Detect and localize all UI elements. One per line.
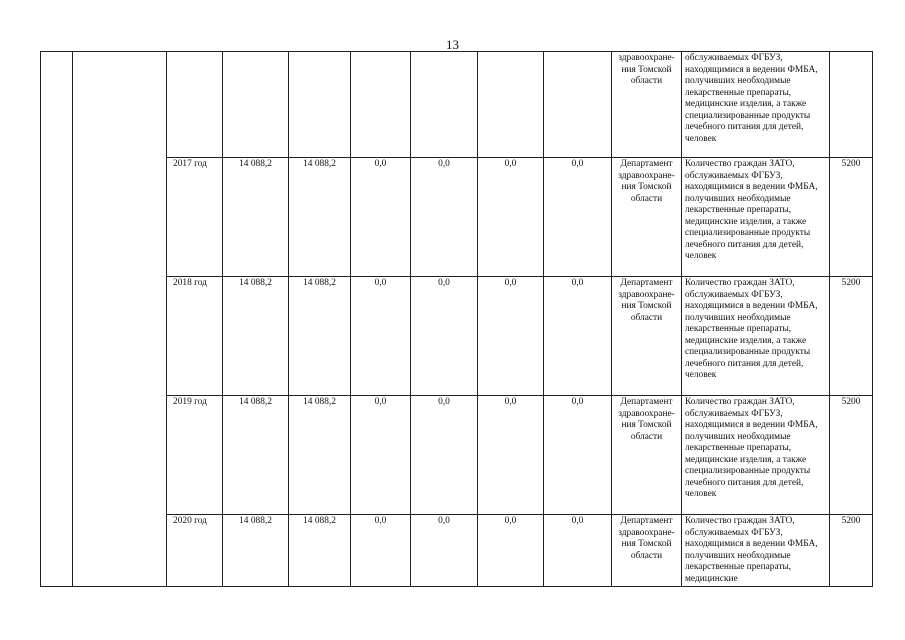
cell-value: 5200 <box>830 277 873 396</box>
cell-federal: 14 088,2 <box>289 158 351 277</box>
cell-federal <box>289 52 351 158</box>
cell-budget-3: 0,0 <box>478 158 544 277</box>
cell-value: 5200 <box>830 158 873 277</box>
cell-indicator: Количество граждан ЗАТО, обслуживаемых ФГБУЗ, находящимися в ведении ФМБА, получивших необходимые лекарственные препараты, медицинские изделия, а также специализированные продукты лечебного питания для детей, человек <box>682 396 830 515</box>
cell-budget-1: 0,0 <box>351 515 411 587</box>
cell-department: Департамент здравоохране-ния Томской области <box>612 158 682 277</box>
cell-year: 2017 год <box>167 158 223 277</box>
cell-indicator: обслуживаемых ФГБУЗ, находящимися в ведении ФМБА, получивших необходимые лекарственные препараты, медицинские изделия, а также специализированные продукты лечебного питания для детей, человек <box>682 52 830 158</box>
cell-total: 14 088,2 <box>223 396 289 515</box>
cell-budget-4: 0,0 <box>544 515 612 587</box>
cell-budget-2 <box>411 52 478 158</box>
cell-indicator: Количество граждан ЗАТО, обслуживаемых ФГБУЗ, находящимися в ведении ФМБА, получивших необходимые лекарственные препараты, медицинские <box>682 515 830 587</box>
cell-budget-4 <box>544 52 612 158</box>
cell-year: 2020 год <box>167 515 223 587</box>
cell-indicator: Количество граждан ЗАТО, обслуживаемых ФГБУЗ, находящимися в ведении ФМБА, получивших необходимые лекарственные препараты, медицинские изделия, а также специализированные продукты лечебного питания для детей, человек <box>682 277 830 396</box>
program-table <box>40 51 873 587</box>
cell-budget-3: 0,0 <box>478 277 544 396</box>
cell-budget-4: 0,0 <box>544 277 612 396</box>
cell-federal: 14 088,2 <box>289 515 351 587</box>
cell-indicator: Количество граждан ЗАТО, обслуживаемых ФГБУЗ, находящимися в ведении ФМБА, получивших необходимые лекарственные препараты, медицинские изделия, а также специализированные продукты лечебного питания для детей, человек <box>682 158 830 277</box>
cell-value <box>830 52 873 158</box>
cell-budget-1: 0,0 <box>351 277 411 396</box>
cell-budget-2: 0,0 <box>411 277 478 396</box>
cell-budget-1: 0,0 <box>351 158 411 277</box>
cell-total <box>223 52 289 158</box>
cell-budget-2: 0,0 <box>411 515 478 587</box>
cell-budget-4: 0,0 <box>544 396 612 515</box>
cell-value: 5200 <box>830 515 873 587</box>
cell-department: Департамент здравоохране-ния Томской области <box>612 515 682 587</box>
cell-department: здравоохране-ния Томской области <box>612 52 682 158</box>
cell-budget-4: 0,0 <box>544 158 612 277</box>
cell-year: 2018 год <box>167 277 223 396</box>
cell-name-column <box>73 52 167 587</box>
cell-budget-2: 0,0 <box>411 396 478 515</box>
cell-budget-2: 0,0 <box>411 158 478 277</box>
cell-budget-3: 0,0 <box>478 396 544 515</box>
cell-department: Департамент здравоохране-ния Томской области <box>612 396 682 515</box>
cell-budget-1: 0,0 <box>351 396 411 515</box>
cell-number-column <box>41 52 73 587</box>
cell-federal: 14 088,2 <box>289 277 351 396</box>
cell-department: Департамент здравоохране-ния Томской области <box>612 277 682 396</box>
cell-value: 5200 <box>830 396 873 515</box>
cell-budget-1 <box>351 52 411 158</box>
cell-year <box>167 52 223 158</box>
cell-federal: 14 088,2 <box>289 396 351 515</box>
cell-budget-3: 0,0 <box>478 515 544 587</box>
cell-total: 14 088,2 <box>223 158 289 277</box>
cell-year: 2019 год <box>167 396 223 515</box>
cell-total: 14 088,2 <box>223 277 289 396</box>
cell-total: 14 088,2 <box>223 515 289 587</box>
table-row <box>41 52 873 158</box>
page-number: 13 <box>446 37 459 52</box>
cell-budget-3 <box>478 52 544 158</box>
